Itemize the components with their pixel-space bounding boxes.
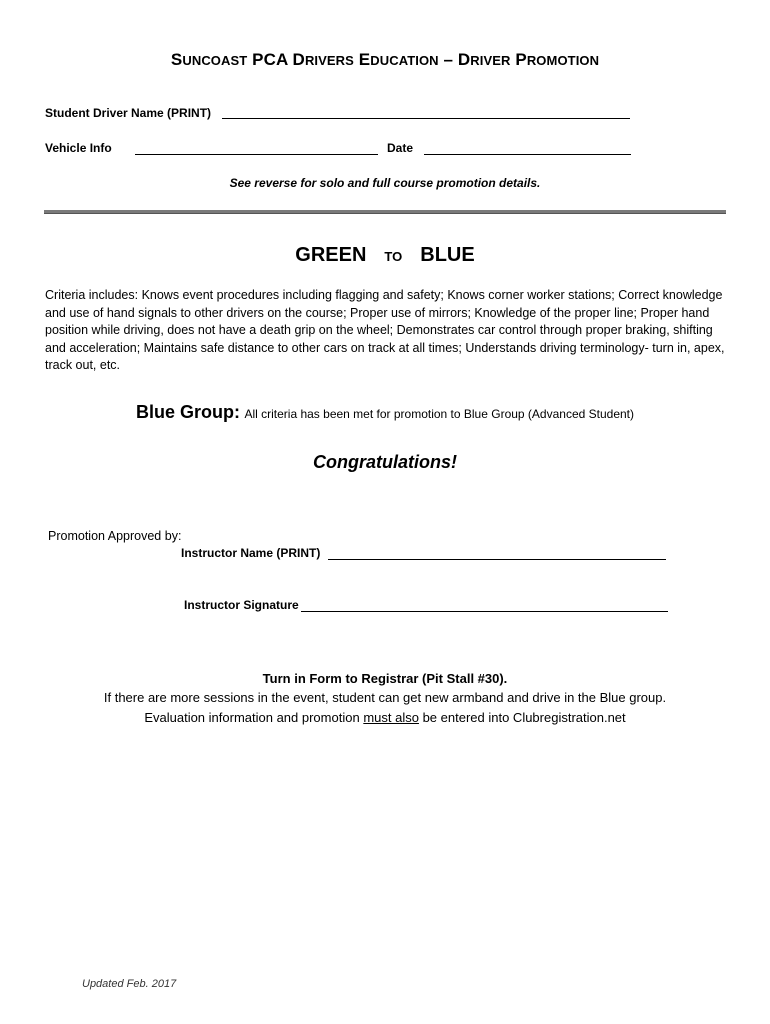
level-from: GREEN [295,244,367,266]
student-name-label: Student Driver Name (PRINT) [45,106,212,120]
level-to: BLUE [420,244,475,266]
blue-group-heading: Blue Group: [136,402,240,422]
instructor-name-label: Instructor Name (PRINT) [181,546,321,560]
sessions-note: If there are more sessions in the event, student can get new armband and drive in the Blue group. [103,690,667,705]
level-heading [0,244,770,267]
instructor-signature-field[interactable] [301,601,668,612]
promotion-approved-label: Promotion Approved by: [48,529,182,543]
reverse-note: See reverse for solo and full course promotion details. [229,176,541,190]
form-title: SUNCOAST PCA DRIVERS EDUCATION – DRIVER PROMOTION [170,50,600,69]
evaluation-note: Evaluation information and promotion must also be entered into Clubregistration.net [144,710,626,725]
instructor-signature-label: Instructor Signature [184,598,299,612]
updated-date: Updated Feb. 2017 [82,978,177,990]
student-name-field[interactable] [222,108,630,119]
date-label: Date [387,141,414,155]
blue-group-line [0,402,770,423]
level-to-word: TO [384,249,403,264]
instructor-name-field[interactable] [328,549,666,560]
blue-group-description: All criteria has been met for promotion to Blue Group (Advanced Student) [244,407,634,421]
date-field[interactable] [424,144,631,155]
divider [44,210,726,214]
turn-in-instruction: Turn in Form to Registrar (Pit Stall #30). [262,671,508,686]
vehicle-info-field[interactable] [135,144,378,155]
vehicle-info-label: Vehicle Info [45,141,112,155]
congratulations: Congratulations! [313,452,457,472]
criteria-text: Criteria includes: Knows event procedures including flagging and safety; Knows corner worker stations; Correct knowledge and use of hand signals to other drivers on the course; Proper use of mirrors; Knowledge of the proper line; Proper hand position while driving, does not have a death grip on the wheel; Demonstrates car control through proper braking, shifting and acceleration; Maintains safe distance to other cars on track at all times; Understands driving terminology- turn in, apex, track out, etc. [45,288,725,372]
